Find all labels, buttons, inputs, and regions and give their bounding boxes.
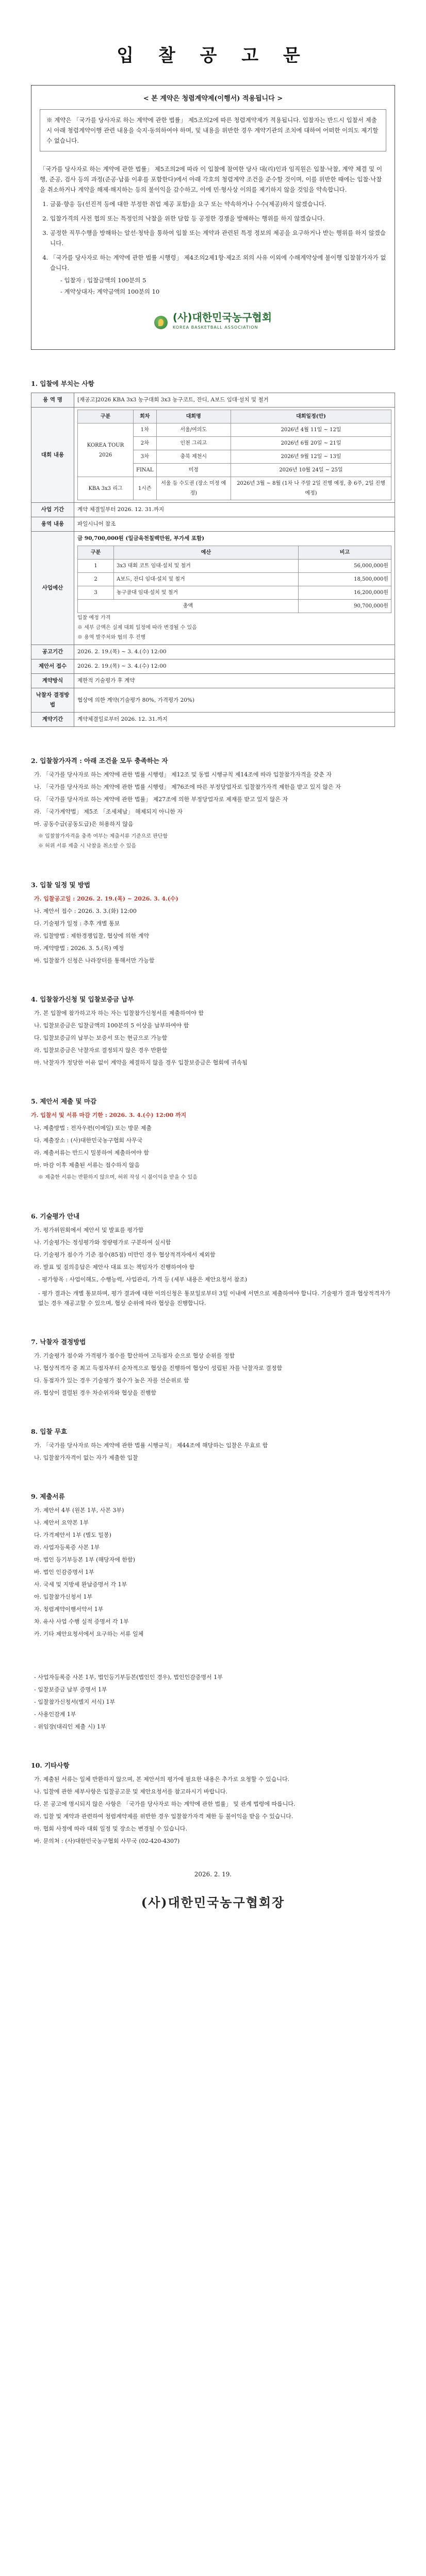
list-item: 사. 국세 및 지방세 완납증명서 각 1부 xyxy=(34,1581,127,1588)
logo-name-en: KOREA BASKETBALL ASSOCIATION xyxy=(172,325,258,330)
table-row xyxy=(78,477,391,500)
table-row xyxy=(31,713,395,727)
list-item: - 위임장(대리인 제출 시) 1부 xyxy=(34,1723,106,1730)
row-value: 파일시니어 참조 xyxy=(74,517,395,532)
list-item: 다. 기술평가 일정 : 추후 개별 통보 xyxy=(34,920,120,927)
list-item: 다. 가격제안서 1부 (별도 밀봉) xyxy=(34,1532,111,1538)
table-cell: 2차 xyxy=(134,437,157,450)
row-label: 용역 내용 xyxy=(31,517,74,532)
pledge-item xyxy=(50,252,386,297)
list-item: 라. 사업자등록증 사본 1부 xyxy=(34,1544,100,1551)
documents-extra-list xyxy=(31,1672,395,1732)
budget-note: ※ 용역 발주처와 협의 후 진행 xyxy=(77,635,146,640)
table-row xyxy=(31,393,395,408)
section-7 xyxy=(31,1337,395,1398)
row-value: 2026. 2. 19.(목) ~ 3. 4.(수) 12:00 xyxy=(74,659,395,674)
list-item: 바. 법인 인감증명서 1부 xyxy=(34,1569,94,1575)
list-item: 나. 협상적격자 중 최고 득점자부터 순차적으로 협상을 진행하여 협상이 성립된 자를 낙찰자로 결정함 xyxy=(34,1365,283,1371)
table-header-row xyxy=(78,546,391,560)
column-header: 대회일정(안) xyxy=(231,410,391,423)
row-value: [재공고]2026 KBA 3x3 농구대회 3x3 농구코트, 잔디, A보드 임대·설치 및 철거 xyxy=(74,393,395,408)
list-item: 마. 마감 이후 제출된 서류는 접수하지 않음 xyxy=(34,1162,140,1168)
list-item: 마. 법인 등기부등본 1부 (해당자에 한함) xyxy=(34,1556,135,1563)
list-item: 마. 계약방법 : 2026. 3. 5.(목) 예정 xyxy=(34,945,124,952)
list-item: 가. 제안서 4부 (원본 1부, 사본 3부) xyxy=(34,1507,124,1514)
logo-name-ko: (사)대한민국농구협회 xyxy=(172,311,272,324)
row-label: 사업 기간 xyxy=(31,503,74,517)
table-cell: 2026년 10월 24일 ~ 25일 xyxy=(231,464,391,477)
list-item: 나. 제안서 접수 : 2026. 3. 3.(화) 12:00 xyxy=(34,908,137,914)
list-item: 가. 입찰공고일 : 2026. 2. 19.(목) ~ 2026. 3. 4.(수) xyxy=(34,895,178,902)
list-item: 라. 입찰 및 계약과 관련하여 청렴계약제를 위반한 경우 입찰참가자격 제한 등 불이익을 받을 수 있습니다. xyxy=(34,1813,293,1820)
table-row xyxy=(31,517,395,532)
section-note: ※ 제출한 서류는 반환하지 않으며, 허위 작성 시 불이익을 받을 수 있음 xyxy=(38,1175,198,1180)
table-cell: 56,000,000원 xyxy=(298,560,391,573)
row-label: 대회 내용 xyxy=(31,408,74,503)
pledge-item-text: 「국가를 당사자로 하는 계약에 관한 법률 시행령」 제4조의2제1항·제2조 외의 사유 이외에 수해계약상에 불이행 입찰참가자가 없습니다. xyxy=(50,254,386,272)
pledge-lead-box xyxy=(40,109,386,151)
column-header: 대회명 xyxy=(156,410,231,423)
section-heading: 10. 기타사항 xyxy=(31,1761,70,1769)
list-item: 라. 제출서류는 반드시 밀봉하여 제출하여야 함 xyxy=(34,1149,149,1156)
table-row xyxy=(78,586,391,600)
table-cell: 3x3 대회 코트 임대·설치 및 철거 xyxy=(114,560,299,573)
table-cell: 서울/여의도 xyxy=(156,423,231,437)
list-item: 나. 기술평가는 정성평가와 정량평가로 구분하여 실시함 xyxy=(34,1239,171,1246)
table-row xyxy=(31,503,395,517)
list-item: 다. 기술평가 점수가 기준 점수(85점) 미만인 경우 협상적격자에서 제외함 xyxy=(34,1251,216,1258)
deposit-list xyxy=(31,1008,395,1067)
list-item: 다. 「국가를 당사자로 하는 계약에 관한 법률」 제27조에 의한 부정당업자로 제재를 받고 있지 않은 자 xyxy=(34,796,288,803)
list-item: 라. 발표 및 질의응답은 제안사 대표 또는 책임자가 진행하여야 함 xyxy=(34,1264,195,1270)
invalid-list xyxy=(31,1440,395,1463)
section-heading: 8. 입찰 무효 xyxy=(31,1428,68,1435)
table-cell: 2026년 3월 ~ 8월 (1차 나 주말 2일 진행 예정, 총 6주, 2일 진행 예정) xyxy=(231,477,391,500)
list-item: 다. 본 공고에 명시되지 않은 사항은 「국가를 당사자로 하는 계약에 관한 법률」 및 관계 법령에 따릅니다. xyxy=(34,1801,296,1807)
notice-date: 2026. 2. 19. xyxy=(194,1871,232,1878)
table-cell: 2026년 4월 11일 ~ 12일 xyxy=(231,423,391,437)
notice-page xyxy=(31,31,395,1910)
section-heading: 9. 제출서류 xyxy=(31,1493,65,1500)
list-item: 가. 기술평가 점수와 가격평가 점수를 합산하여 고득점자 순으로 협상 순위를 정함 xyxy=(34,1352,235,1359)
row-label: 용 역 명 xyxy=(31,393,74,408)
row-label: 계약기간 xyxy=(31,713,74,727)
row-label: 사업예산 xyxy=(31,532,74,645)
table-row xyxy=(31,532,395,645)
section-note: ※ 허위 서류 제출 시 낙찰을 취소할 수 있음 xyxy=(38,843,136,849)
section-heading: 4. 입찰참가신청 및 입찰보증금 납부 xyxy=(31,995,134,1003)
section-6 xyxy=(31,1211,395,1308)
row-label: 공고기간 xyxy=(31,645,74,659)
section-10 xyxy=(31,1760,395,1846)
list-item: 마. 공동수급(공동도급)은 허용하지 않음 xyxy=(34,821,134,827)
list-item: 라. 입찰보증금은 낙찰자로 결정되지 않은 경우 반환함 xyxy=(34,1047,168,1054)
overview-table xyxy=(31,393,395,727)
section-heading: 7. 낙찰자 결정방법 xyxy=(31,1338,86,1346)
list-item: 라. 입찰방법 : 제한경쟁입찰, 협상에 의한 계약 xyxy=(34,933,149,939)
list-item: 다. 제출장소 : (사)대한민국농구협회 사무국 xyxy=(34,1137,143,1144)
section-heading: 3. 입찰 일정 및 방법 xyxy=(31,881,90,889)
list-item: 나. 입찰에 관한 세부사항은 입찰공고문 및 제안요청서를 참고하시기 바랍니다. xyxy=(34,1788,227,1795)
section-8 xyxy=(31,1427,395,1463)
qualification-list xyxy=(31,770,395,829)
pledge-subitem: - 계약상대자: 계약금액의 100분의 10 xyxy=(60,288,160,295)
pledge-sublist xyxy=(50,275,386,297)
basketball-logo-icon xyxy=(154,316,168,329)
list-item: 바. 입찰참가 신청은 나라장터를 통해서만 가능함 xyxy=(34,957,155,964)
column-header: 비고 xyxy=(298,546,391,560)
list-item: 아. 입찰참가신청서 1부 xyxy=(34,1594,93,1600)
integrity-pledge-box xyxy=(31,85,395,350)
table-cell: 18,500,000원 xyxy=(298,573,391,586)
misc-list xyxy=(31,1774,395,1846)
table-cell: 16,200,000원 xyxy=(298,586,391,600)
list-item: 나. 입찰보증금은 입찰금액의 100분의 5 이상을 납부하여야 함 xyxy=(34,1022,189,1029)
section-note: ※ 입찰참가자격을 충족 여부는 제출서류 기준으로 판단함 xyxy=(38,834,168,839)
section-4 xyxy=(31,994,395,1067)
evaluation-detail: - 평가항목 : 사업이해도, 수행능력, 사업관리, 가격 등 (세부 내용은 제안요청서 참조) xyxy=(38,1276,247,1283)
row-value: 계약체결일로부터 2026. 12. 31.까지 xyxy=(74,713,395,727)
pledge-item: 2. 입찰가격의 사전 협의 또는 특정인의 낙찰을 위한 담합 등 공정한 경쟁을 방해하는 행위를 하지 않겠습니다. xyxy=(50,213,386,224)
documents-list xyxy=(31,1505,395,1639)
table-cell: 2026년 6월 20일 ~ 21일 xyxy=(231,437,391,450)
list-item: 다. 입찰보증금의 납부는 보증서 또는 현금으로 가능함 xyxy=(34,1035,168,1041)
table-cell: 1차 xyxy=(134,423,157,437)
table-cell: 인천 그리고 xyxy=(156,437,231,450)
table-cell: 2 xyxy=(78,573,114,586)
total-value: 90,700,000원 xyxy=(298,600,391,613)
section-9 xyxy=(31,1492,395,1732)
section-1 xyxy=(31,379,395,727)
table-cell: 3 xyxy=(78,586,114,600)
row-label: 제안서 접수 xyxy=(31,659,74,674)
row-value: 2026. 2. 19.(목) ~ 3. 4.(수) 12:00 xyxy=(74,645,395,659)
table-row xyxy=(31,688,395,713)
list-item: 가. 「국가를 당사자로 하는 계약에 관한 법률 시행규칙」 제44조에 해당하는 입찰은 무효로 함 xyxy=(34,1442,268,1449)
table-cell: 서울 등 수도권 (장소 미정 예정) xyxy=(156,477,231,500)
submission-list xyxy=(31,1123,395,1170)
pledge-subitem: - 입찰자 : 입찰금액의 100분의 5 xyxy=(60,277,146,284)
event-table-cell xyxy=(74,408,395,503)
table-cell: FINAL xyxy=(134,464,157,477)
list-item: 가. 「국가를 당사자로 하는 계약에 관한 법률 시행령」 제12조 및 동법 시행규칙 제14조에 따라 입찰참가자격을 갖춘 자 xyxy=(34,771,332,778)
table-header-row xyxy=(78,410,391,423)
list-item: - 사업자등록증 사본 1부, 법인등기부등본(법인인 경우), 법인인감증명서 1부 xyxy=(34,1674,223,1681)
pledge-title: < 본 계약은 청렴계약제(이행서) 적용됩니다 > xyxy=(143,95,283,103)
table-cell: 1 xyxy=(78,560,114,573)
table-row xyxy=(78,573,391,586)
budget-note: ※ 세부 금액은 실제 대회 일정에 따라 변경될 수 있음 xyxy=(77,625,197,631)
group-cell: KOREA TOUR 2026 xyxy=(78,423,134,477)
column-header: 구분 xyxy=(78,546,114,560)
submission-deadline: 가. 입찰서 및 서류 마감 기한 : 2026. 3. 4.(수) 12:00 까지 xyxy=(31,1112,187,1118)
budget-cell xyxy=(74,532,395,645)
group-cell: KBA 3x3 리그 xyxy=(78,477,134,500)
list-item: 가. 제출된 서류는 일체 반환하지 않으며, 본 제안서의 평가에 필요한 내용은 추가로 요청할 수 있습니다. xyxy=(34,1776,290,1783)
pledge-lead: ※ 계약은 「국가를 당사자로 하는 계약에 관한 법률」 제5조의2에 따른 청렴계약제가 적용됩니다. 입찰자는 반드시 입찰서 제출 시 아래 청렴계약이행 관련 내용을 숙지·동의하여야 하며, 및 내용을 위반한 경우 계약기관의 조치에 대하여 어떠한 이의도 제기할 수 없습니다. xyxy=(46,116,379,144)
table-cell: 1시즌 xyxy=(134,477,157,500)
table-row xyxy=(31,659,395,674)
list-item: - 입찰보증금 납부 증명서 1부 xyxy=(34,1686,107,1693)
list-item: 다. 동점자가 있는 경우 기술평가 점수가 높은 자를 선순위로 함 xyxy=(34,1377,189,1384)
column-header: 예산 xyxy=(114,546,299,560)
table-cell: 농구골대 임대·설치 및 철거 xyxy=(114,586,299,600)
pledge-intro: 「국가를 당사자로 하는 계약에 관한 법률」 제5조의2에 따라 이 입찰에 참여한 당사 대(리)인과 임직원은 입찰·낙찰, 계약 체결 및 이행, 준공, 검사 등의 과정(준공·납품 이후를 포함한다)에서 아래 각호의 청렴계약 조건을 준수할 것이며, 이를 위반한 때에는 입찰·낙찰을 취소하거나 계약을 해제·해지하는 등의 불이익을 감수하고, 이에 민·형사상 이의를 제기하지 않을 것임을 약속합니다. xyxy=(40,165,383,193)
budget-total-text: 금 90,700,000원 (일금육천칠백만원, 부가세 포함) xyxy=(77,535,205,541)
table-row xyxy=(31,408,395,503)
table-cell: A보드, 잔디 임대·설치 및 철거 xyxy=(114,573,299,586)
row-value: 계약 체결일부터 2026. 12. 31.까지 xyxy=(74,503,395,517)
schedule-list xyxy=(31,894,395,965)
award-list xyxy=(31,1351,395,1398)
spacer xyxy=(31,1641,395,1672)
column-header: 구분 xyxy=(78,410,134,423)
list-item: 나. 제출방법 : 전자우편(이메일) 또는 방문 제출 xyxy=(34,1125,152,1131)
pledge-item: 3. 공정한 직무수행을 방해하는 알선·청탁을 통하여 입찰 또는 계약과 관련된 특정 정보의 제공을 요구하거나 받는 행위를 하지 않겠습니다. xyxy=(50,228,386,248)
table-cell: 2026년 9월 12일 ~ 13일 xyxy=(231,450,391,464)
column-header: 회차 xyxy=(134,410,157,423)
list-item: 나. 제안서 요약본 1부 xyxy=(34,1519,89,1526)
row-label: 낙찰자 결정방법 xyxy=(31,688,74,713)
list-item: 마. 낙찰자가 정당한 이유 없이 계약을 체결하지 않을 경우 입찰보증금은 협회에 귀속됨 xyxy=(34,1059,248,1066)
row-value: 제한적 기술평가 후 계약 xyxy=(74,674,395,688)
list-item: 나. 「국가를 당사자로 하는 계약에 관한 법률 시행령」 제76조에 따른 부정당업자로 입찰참가자격 제한을 받고 있지 않은 자 xyxy=(34,784,341,790)
list-item: 자. 청렴계약이행서약서 1부 xyxy=(34,1606,104,1613)
table-cell: 미정 xyxy=(156,464,231,477)
list-item: 가. 본 입찰에 참가하고자 하는 자는 입찰참가신청서를 제출하여야 함 xyxy=(34,1010,204,1016)
pledge-item: 1. 금품·향응 등(선진적 등에 대한 부정한 취업 제공 포함)을 요구 또는 약속하거나 수수(제공)하지 않겠습니다. xyxy=(50,199,386,209)
page-title: 입 찰 공 고 문 xyxy=(117,45,309,66)
table-cell: 3차 xyxy=(134,450,157,464)
section-heading: 5. 제안서 제출 및 마감 xyxy=(31,1097,97,1105)
section-5 xyxy=(31,1096,395,1182)
section-3 xyxy=(31,880,395,965)
list-item: 가. 평가위원회에서 제안서 및 발표를 평가함 xyxy=(34,1227,144,1233)
section-heading: 6. 기술평가 안내 xyxy=(31,1212,80,1220)
list-item: 카. 기타 제안요청서에서 요구하는 서류 일체 xyxy=(34,1631,144,1637)
list-item: 차. 유사 사업 수행 실적 증명서 각 1부 xyxy=(34,1618,129,1625)
table-cell: 충북 제천시 xyxy=(156,450,231,464)
list-item: 라. 「국가계약법」 제5조 「조세체납」 해제되지 아니한 자 xyxy=(34,808,183,815)
list-item: 나. 입찰참가자격이 없는 자가 제출한 입찰 xyxy=(34,1454,138,1461)
table-row xyxy=(78,423,391,437)
row-label: 계약방식 xyxy=(31,674,74,688)
evaluation-list xyxy=(31,1225,395,1272)
table-row xyxy=(78,560,391,573)
association-logo xyxy=(40,312,386,333)
table-row xyxy=(31,674,395,688)
section-heading: 1. 입찰에 부치는 사항 xyxy=(31,380,94,387)
list-item: 바. 문의처 : (사)대한민국농구협회 사무국 (02-420-4307) xyxy=(34,1838,180,1844)
section-2 xyxy=(31,756,395,851)
event-schedule-table xyxy=(77,410,391,500)
section-heading: 2. 입찰참가자격 : 아래 조건을 모두 충족하는 자 xyxy=(31,757,168,765)
pledge-list xyxy=(40,199,386,297)
evaluation-paragraph: - 평가 결과는 개별 통보하며, 평가 결과에 대한 이의신청은 통보일로부터 3일 이내에 서면으로 제출하여야 합니다. 기술평가 결과 협상적격자가 없는 경우 재공고할 수 있으며, 협상 순위에 따라 협상을 진행합니다. xyxy=(38,1290,390,1307)
row-value: 협상에 의한 계약(기술평가 80%, 가격평가 20%) xyxy=(74,688,395,713)
table-row xyxy=(31,645,395,659)
list-item: - 입찰참가신청서(별지 서식) 1부 xyxy=(34,1699,116,1705)
budget-table-note: 입찰 예정 가격 xyxy=(77,615,111,621)
issuing-organization: (사)대한민국농구협회장 xyxy=(141,1895,285,1910)
budget-table xyxy=(77,546,391,613)
table-row xyxy=(78,600,391,613)
list-item: - 사용인감계 1부 xyxy=(34,1711,76,1718)
list-item: 라. 협상이 결렬된 경우 차순위자와 협상을 진행함 xyxy=(34,1389,156,1396)
list-item: 마. 협회 사정에 따라 대회 일정 및 장소는 변경될 수 있습니다. xyxy=(34,1825,187,1832)
total-label: 총액 xyxy=(78,600,299,613)
